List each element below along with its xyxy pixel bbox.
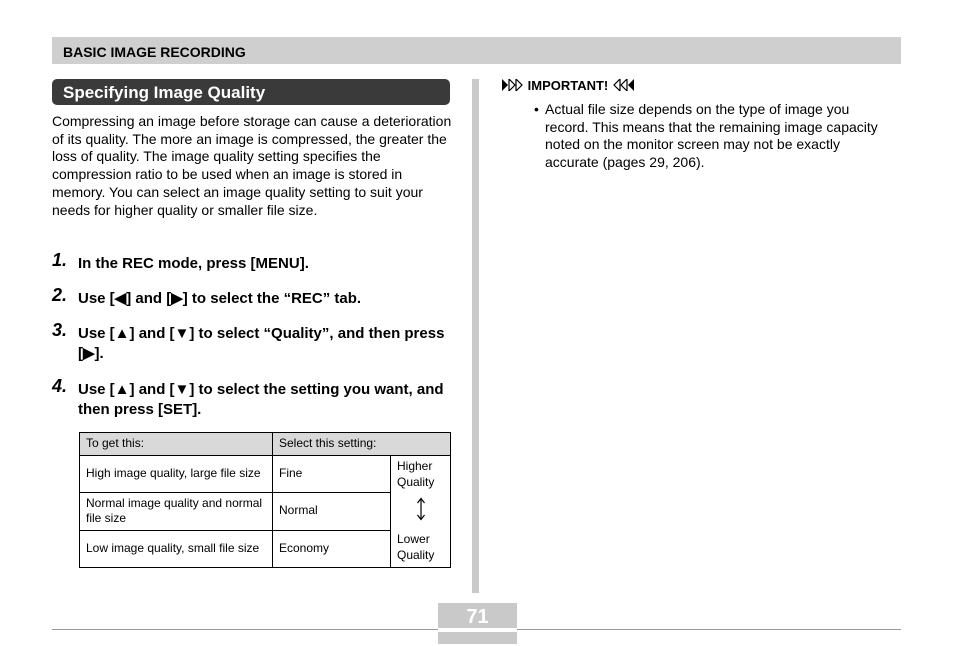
- page-number: 71: [466, 606, 489, 628]
- table-row: [80, 455, 451, 492]
- step-text: In the REC mode, press [MENU].: [78, 255, 309, 272]
- table-cell-setting: Normal: [273, 492, 391, 530]
- step-4: [52, 376, 452, 420]
- double-arrow-vertical-icon: [397, 497, 444, 525]
- intro-paragraph: Compressing an image before storage can cause a deterioration of its quality. The more an image is compressed, the greater the loss of quality. The image quality setting specifies the compression ratio to be used when an image is stored in memory. You can select an image quality setting to suit your needs for higher quality or smaller file size.: [52, 113, 452, 218]
- table-cell-goal: High image quality, large file size: [80, 455, 273, 492]
- section-title-bar: [52, 79, 450, 105]
- step-number: 3.: [52, 320, 68, 340]
- step-2: [52, 285, 452, 309]
- section-title: Specifying Image Quality: [63, 83, 266, 102]
- section-header-label: BASIC IMAGE RECORDING: [63, 44, 246, 60]
- triple-chevron-left-icon: [612, 79, 634, 91]
- table-header-row: [80, 433, 451, 456]
- table-cell-goal: Normal image quality and normal file size: [80, 492, 273, 530]
- table-header-setting: Select this setting:: [273, 433, 451, 456]
- step-text: Use [▲] and [▼] to select “Quality”, and then press [▶].: [78, 325, 445, 362]
- important-label: IMPORTANT!: [527, 78, 609, 93]
- triple-chevron-right-icon: [502, 79, 524, 91]
- table-cell-setting: Economy: [273, 530, 391, 567]
- column-divider: [472, 79, 479, 593]
- section-header-bar: [52, 37, 901, 64]
- important-heading: [502, 78, 634, 93]
- important-text: Actual file size depends on the type of image you record. This means that the remaining image capacity noted on the monitor screen may not be exactly accurate (pages 29, 206).: [545, 101, 878, 171]
- step-number: 4.: [52, 376, 68, 396]
- quality-scale-top: Higher Quality: [397, 459, 435, 489]
- step-number: 1.: [52, 250, 68, 270]
- step-text: Use [◀] and [▶] to select the “REC” tab.: [78, 290, 362, 307]
- quality-scale: [391, 455, 451, 567]
- step-text: Use [▲] and [▼] to select the setting you want, and then press [SET].: [78, 381, 444, 418]
- bullet-marker: •: [534, 101, 539, 117]
- important-note: [534, 101, 884, 172]
- step-3: [52, 320, 452, 364]
- table-cell-goal: Low image quality, small file size: [80, 530, 273, 567]
- step-number: 2.: [52, 285, 68, 305]
- step-1: [52, 250, 452, 274]
- table-header-goal: To get this:: [80, 433, 273, 456]
- page-number-box: [438, 603, 517, 644]
- quality-table: [79, 432, 451, 568]
- table-cell-setting: Fine: [273, 455, 391, 492]
- quality-scale-bottom: Lower Quality: [397, 532, 435, 562]
